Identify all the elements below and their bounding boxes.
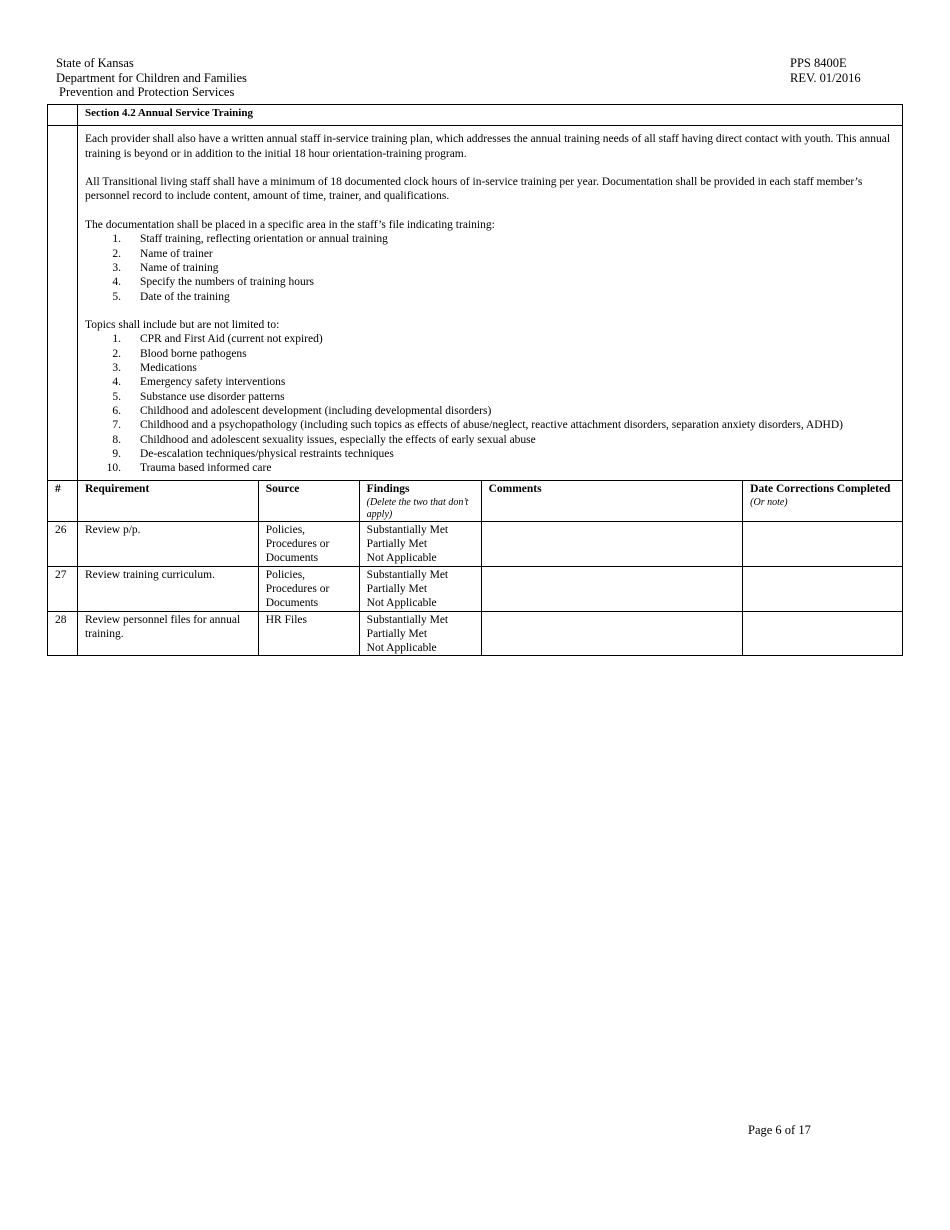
header-left — [56, 56, 247, 100]
list-item: 2. Name of trainer — [112, 247, 213, 260]
header-date-corrections: Date Corrections Completed (Or note) — [743, 481, 903, 521]
paragraph-clock-hours: All Transitional living staff shall have a minimum of 18 documented clock hours of in-service training per year. Documentation shall be provided in each staff member’s personnel record to include content, amount of time, trainer, and qualifications. — [84, 176, 863, 203]
header-requirement: Requirement — [77, 481, 258, 521]
finding-option[interactable]: Partially Met — [366, 538, 428, 551]
finding-option[interactable]: Not Applicable — [366, 642, 437, 655]
row-requirement: Review p/p. — [77, 521, 258, 566]
row-num: 28 — [48, 611, 78, 656]
date-note: (Or note) — [750, 496, 788, 508]
row-requirement: Review training curriculum. — [77, 566, 258, 611]
finding-option[interactable]: Substantially Met — [366, 523, 449, 536]
header-num: # — [48, 481, 78, 521]
section-title: Section 4.2 Annual Service Training — [77, 105, 902, 126]
list-item: 1. Staff training, reflecting orientation or annual training — [112, 233, 388, 246]
header-source: Source — [258, 481, 359, 521]
page-number: Page 6 of 17 — [748, 1123, 811, 1137]
list-item: 9. De-escalation techniques/physical restraints techniques — [112, 447, 394, 460]
row-date-corrections[interactable] — [743, 521, 903, 566]
header-state: State of Kansas — [56, 56, 134, 70]
section-body — [77, 126, 902, 481]
list-item: 5. Substance use disorder patterns — [112, 390, 285, 403]
list-item: 2. Blood borne pathogens — [112, 347, 247, 360]
row-findings[interactable] — [359, 521, 481, 566]
documentation-list — [85, 232, 895, 303]
header-comments: Comments — [481, 481, 743, 521]
list-item: 6. Childhood and adolescent development (including developmental disorders) — [112, 404, 492, 417]
finding-option[interactable]: Substantially Met — [366, 613, 449, 626]
row-comments[interactable] — [481, 521, 743, 566]
form-number: PPS 8400E — [790, 56, 847, 70]
list-item: 1. CPR and First Aid (current not expired) — [112, 333, 323, 346]
row-source: Policies, Procedures or Documents — [258, 566, 359, 611]
list-item: 4. Emergency safety interventions — [112, 376, 286, 389]
topics-list — [85, 332, 895, 475]
revision-date: REV. 01/2016 — [790, 70, 861, 85]
paragraph-documentation: The documentation shall be placed in a specific area in the staff’s file indicating training: — [84, 219, 495, 232]
section-table — [47, 104, 903, 656]
list-item: 10. Trauma based informed care — [106, 462, 272, 475]
header-right — [790, 56, 861, 85]
row-date-corrections[interactable] — [743, 611, 903, 656]
row-findings[interactable] — [359, 566, 481, 611]
table-row — [48, 611, 903, 656]
header-department: Department for Children and Families — [56, 70, 247, 85]
paragraph-training-plan: Each provider shall also have a written annual staff in-service training plan, which addresses the annual training needs of all staff having direct contact with youth. This annual training is beyond or in addition to the initial 18 hour orientation-training program. — [84, 133, 891, 160]
finding-option[interactable]: Substantially Met — [366, 568, 449, 581]
row-source: Policies, Procedures or Documents — [258, 521, 359, 566]
list-item: 3. Name of training — [112, 261, 219, 274]
finding-option[interactable]: Partially Met — [366, 627, 428, 640]
list-item: 8. Childhood and adolescent sexuality issues, especially the effects of early sexual abuse — [112, 433, 536, 446]
header-findings: Findings (Delete the two that don’t apply) — [359, 481, 481, 521]
finding-option[interactable]: Not Applicable — [366, 552, 437, 565]
row-comments[interactable] — [481, 611, 743, 656]
row-num: 27 — [48, 566, 78, 611]
section-body-row — [48, 126, 903, 481]
table-header-row — [48, 481, 903, 521]
finding-option[interactable]: Not Applicable — [366, 597, 437, 610]
row-comments[interactable] — [481, 566, 743, 611]
row-source: HR Files — [258, 611, 359, 656]
row-requirement: Review personnel files for annual training. — [77, 611, 258, 656]
paragraph-topics: Topics shall include but are not limited to: — [84, 319, 280, 332]
list-item: 7. Childhood and a psychopathology (including such topics as effects of abuse/neglect, reactive attachment disorders, separation anxiety disorders, ADHD) — [112, 419, 843, 432]
findings-note: (Delete the two that don’t apply) — [366, 496, 469, 520]
table-row — [48, 521, 903, 566]
table-row — [48, 566, 903, 611]
list-item: 5. Date of the training — [112, 290, 230, 303]
header-division: Prevention and Protection Services — [59, 85, 235, 100]
finding-option[interactable]: Partially Met — [366, 582, 428, 595]
section-title-row — [48, 105, 903, 126]
row-date-corrections[interactable] — [743, 566, 903, 611]
row-findings[interactable] — [359, 611, 481, 656]
list-item: 4. Specify the numbers of training hours — [112, 276, 315, 289]
list-item: 3. Medications — [112, 362, 197, 375]
row-num: 26 — [48, 521, 78, 566]
